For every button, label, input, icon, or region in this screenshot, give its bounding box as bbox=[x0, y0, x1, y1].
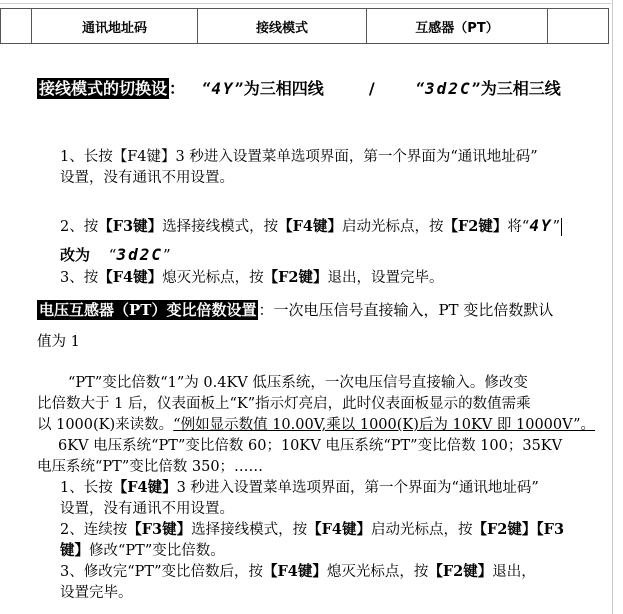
text: 以 1000(K)来读数。 bbox=[37, 417, 174, 433]
pt-para-line1: “PT”变比倍数“1”为 0.4KV 低压系统，一次电压信号直接输入。修改变 bbox=[68, 375, 528, 391]
key-f2-f3: 【F2键】【F3 bbox=[472, 521, 565, 538]
text: 3、按 bbox=[60, 270, 99, 286]
text: 2、连续按 bbox=[60, 522, 128, 538]
pt-step3-line1 bbox=[60, 562, 536, 582]
text: 2、按 bbox=[60, 219, 99, 235]
pt-step1-line2: 设置，没有通讯不用设置。 bbox=[60, 501, 234, 517]
wiring-step2-line1 bbox=[60, 216, 562, 237]
text: 将“ bbox=[507, 219, 530, 235]
wiring-step1-line2: 设置，没有通讯不用设置。 bbox=[60, 170, 234, 186]
wiring-heading bbox=[37, 78, 561, 100]
quote: ” bbox=[163, 246, 171, 264]
pt-para-line2: 比倍数大于 1 后，仪表面板上“K”指示灯亮启，此时仪表面板显示的数值需乘 bbox=[37, 396, 531, 412]
pt-heading bbox=[37, 299, 553, 321]
pt-intro: ：一次电压信号直接输入，PT 变比倍数默认 bbox=[258, 301, 554, 319]
text: 1、长按 bbox=[60, 480, 113, 496]
header-cell-address: 通讯地址码 bbox=[32, 9, 198, 44]
key-f2: 【F2键】 bbox=[263, 269, 328, 286]
key-f4: 【F4键】 bbox=[112, 479, 177, 496]
key-f4: 【F4键】 bbox=[307, 521, 372, 538]
segment-3d2c: 3d2C bbox=[116, 245, 163, 264]
header-table bbox=[0, 8, 609, 44]
table-cell-empty bbox=[548, 9, 609, 44]
text: 选择接线模式，按 bbox=[191, 522, 308, 538]
quote: “ bbox=[108, 246, 117, 264]
wiring-step2-line2 bbox=[60, 244, 171, 266]
table-cell-empty bbox=[1, 9, 32, 44]
text: 熄灭光标点，按 bbox=[162, 270, 264, 286]
quote: ” bbox=[552, 219, 561, 235]
key-f4: 【F4键】 bbox=[98, 269, 163, 286]
text: 3 秒进入设置菜单选项界面，第一个界面为“通讯地址码” bbox=[176, 480, 539, 496]
key-f3: 【F3键】 bbox=[98, 218, 163, 235]
pt-para-line3 bbox=[37, 415, 595, 435]
pt-step2-line2 bbox=[60, 541, 225, 561]
text: 3、修改完“PT”变比倍数后，按 bbox=[60, 564, 263, 580]
wiring-slash: / bbox=[368, 79, 375, 98]
quote: ” bbox=[234, 79, 244, 98]
table-row bbox=[1, 9, 609, 44]
text: 熄灭光标点，按 bbox=[326, 564, 429, 580]
quote: ” bbox=[471, 79, 481, 98]
wiring-title: 接线模式的切换设 bbox=[39, 79, 168, 98]
wiring-step1-line1: 1、长按【F4键】3 秒进入设置菜单选项界面，第一个界面为“通讯地址码” bbox=[60, 149, 538, 165]
text: 启动光标点，按 bbox=[342, 219, 444, 235]
text: 修改“PT”变比倍数。 bbox=[89, 543, 225, 559]
quote: “ bbox=[415, 79, 426, 98]
text: 选择接线模式，按 bbox=[162, 219, 279, 235]
quote: “ bbox=[202, 79, 212, 98]
header-cell-wiring: 接线模式 bbox=[198, 9, 367, 44]
key-f3: 【F3键】 bbox=[127, 521, 192, 538]
header-cell-pt: 互感器（PT） bbox=[367, 9, 548, 44]
pt-title: 电压互感器（PT）变比倍数设置 bbox=[39, 301, 257, 319]
text: 退出， bbox=[492, 564, 536, 580]
page-top-border bbox=[0, 3, 611, 4]
pt-intro-line2: 值为 1 bbox=[37, 334, 80, 350]
segment-4y: 4Y bbox=[529, 216, 553, 235]
key-f2: 【F2键】 bbox=[428, 563, 493, 580]
pt-para-line4: 6KV 电压系统“PT”变比倍数 60；10KV 电压系统“PT”变比倍数 100；35KV bbox=[58, 438, 563, 454]
wiring-three-phase-three: 为三相三线 bbox=[480, 79, 561, 98]
key-f2: 【F2键】 bbox=[443, 218, 508, 235]
pt-step3-line2: 设置完毕。 bbox=[60, 585, 133, 601]
key-f4: 【F4键】 bbox=[262, 563, 327, 580]
page-right-edge bbox=[612, 0, 613, 614]
text: 启动光标点，按 bbox=[371, 522, 473, 538]
wiring-three-phase-four: 为三相四线 bbox=[243, 79, 324, 98]
pt-para-line5: 电压系统“PT”变比倍数 350；…… bbox=[37, 459, 264, 475]
text: 退出，设置完毕。 bbox=[327, 270, 444, 286]
pt-step1-line1 bbox=[60, 478, 539, 498]
pt-step2-line1 bbox=[60, 520, 564, 540]
wiring-step3 bbox=[60, 268, 444, 288]
text-cursor bbox=[561, 218, 562, 236]
key-suffix: 键】 bbox=[60, 542, 89, 559]
segment-3d2c: 3d2C bbox=[425, 79, 472, 98]
pt-example: “例如显示数值 10.00V,乘以 1000(K)后为 10KV 即 10000V”。 bbox=[173, 417, 596, 433]
segment-4y: 4Y bbox=[211, 79, 235, 98]
text: 改为 bbox=[60, 246, 91, 264]
wiring-colon: ： bbox=[169, 79, 186, 98]
key-f4: 【F4键】 bbox=[278, 218, 343, 235]
